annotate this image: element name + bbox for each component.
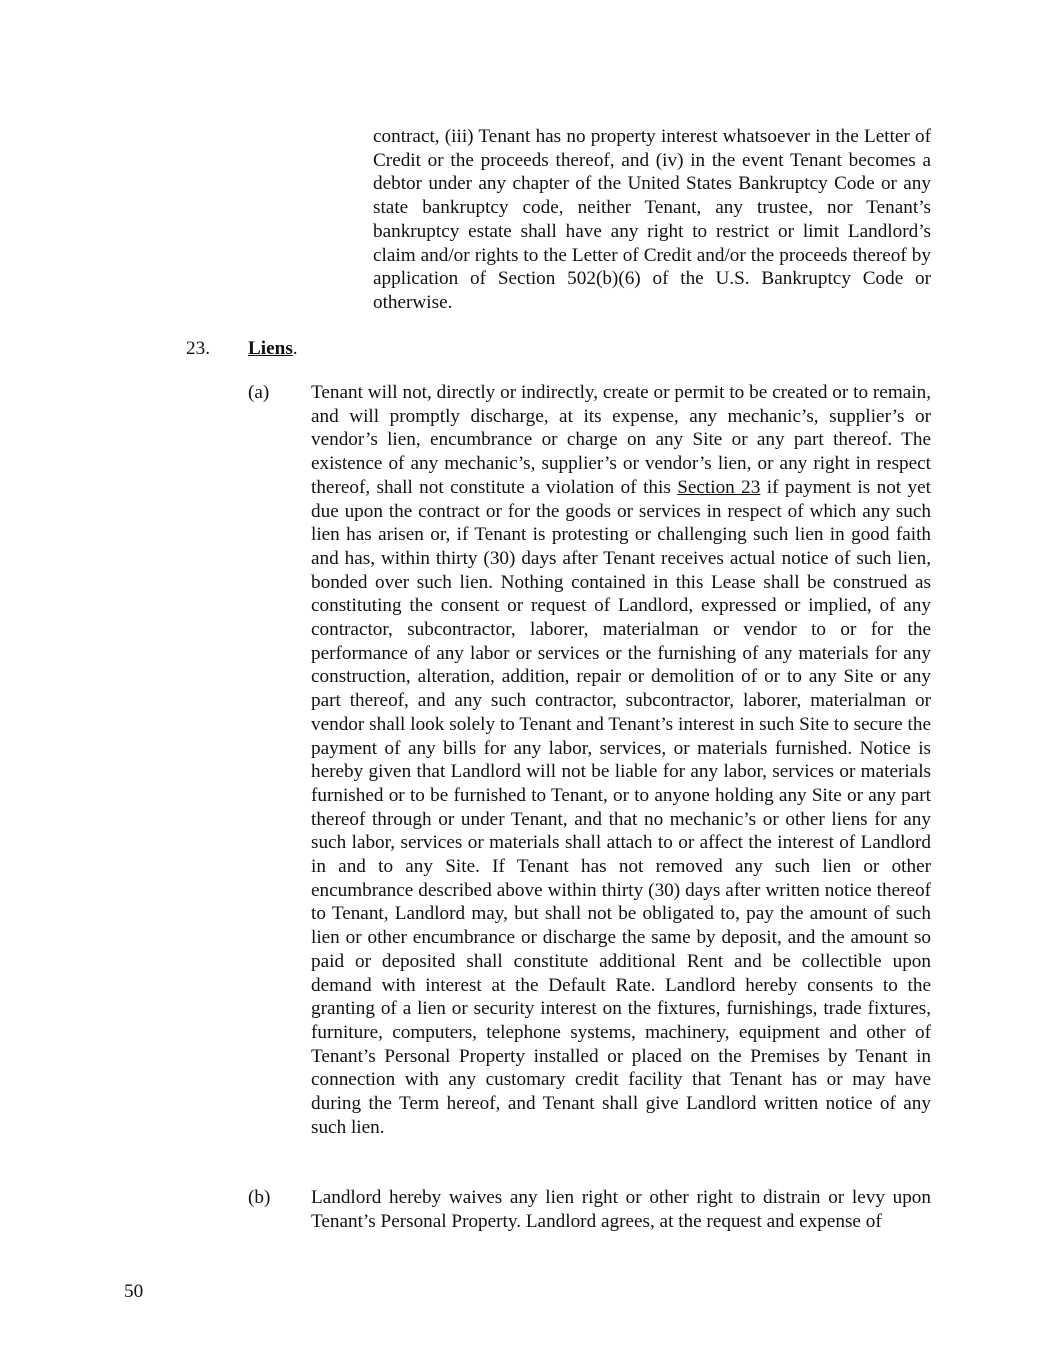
subsection-b-label: (b): [248, 1187, 271, 1208]
subsection-a-text-after: if payment is not yet due upon the contract or for the goods or services in respect of which any such lien has arisen or, if Tenant is protesting or challenging such lien in good faith and has, within thirty (30) days after Tenant receives actual notice of such lien, bonded over such lien. Nothing contained in this Lease shall be construed as constituting the consent or request of Landlord, expressed or implied, of any contractor, subcontractor, laborer, materialman or vendor to or for the performance of any labor or services or the furnishing of any materials for any construction, alteration, addition, repair or demolition of or to any Site or any part thereof, and any such contractor, subcontractor, laborer, materialman or vendor shall look solely to Tenant and Tenant’s interest in such Site to secure the payment of any bills for any labor, services, or materials furnished. Notice is hereby given that Landlord will not be liable for any labor, services or materials furnished or to be furnished to Tenant, or to anyone holding any Site or any part thereof through or under Tenant, and that no mechanic’s or other liens for any such labor, services or materials shall attach to or affect the interest of Landlord in and to any Site. If Tenant has not removed any such lien or other encumbrance described above within thirty (30) days after written notice thereof to Tenant, Landlord may, but shall not be obligated to, pay the amount of such lien or other encumbrance or discharge the same by deposit, and the amount so paid or deposited shall constitute additional Rent and be collectible upon demand with interest at the Default Rate. Landlord hereby consents to the granting of a lien or security interest on the fixtures, furnishings, trade fixtures, furniture, computers, telephone systems, machinery, equipment and other of Tenant’s Personal Property installed or placed on the Premises by Tenant in connection with any customary credit facility that Tenant has or may have during the Term hereof, and Tenant shall give Landlord written notice of any such lien.: [311, 476, 931, 1138]
subsection-a-label: (a): [248, 382, 270, 403]
page-number: 50: [124, 1281, 144, 1302]
subsection-b-paragraph: Landlord hereby waives any lien right or other right to distrain or levy upon Tenant’s Personal Property. Landlord agrees, at the request and expense of: [311, 1187, 931, 1232]
continuation-paragraph: contract, (iii) Tenant has no property interest whatsoever in the Letter of Credit or the proceeds thereof, and (iv) in the event Tenant becomes a debtor under any chapter of the United States Bankruptcy Code or any state bankruptcy code, neither Tenant, any trustee, nor Tenant’s bankruptcy estate shall have any right to restrict or limit Landlord’s claim and/or rights to the Letter of Credit and/or the proceeds thereof by application of Section 502(b)(6) of the U.S. Bankruptcy Code or otherwise.: [373, 126, 931, 313]
subsection-a-paragraph: [311, 381, 931, 1140]
section-title: Liens: [248, 338, 293, 359]
section-23-reference: Section 23: [677, 476, 761, 498]
section-number: 23.: [186, 338, 210, 359]
subsection-a-text-before: Tenant will not, directly or indirectly, create or permit to be created or to remain, and will promptly discharge, at its expense, any mechanic’s, supplier’s or vendor’s lien, encumbrance or charge on any Site or any part thereof. The existence of any mechanic’s, supplier’s or vendor’s lien, or any right in respect thereof, shall not constitute a violation of this: [311, 382, 931, 498]
section-heading: [248, 337, 298, 361]
section-title-punct: .: [292, 338, 298, 359]
